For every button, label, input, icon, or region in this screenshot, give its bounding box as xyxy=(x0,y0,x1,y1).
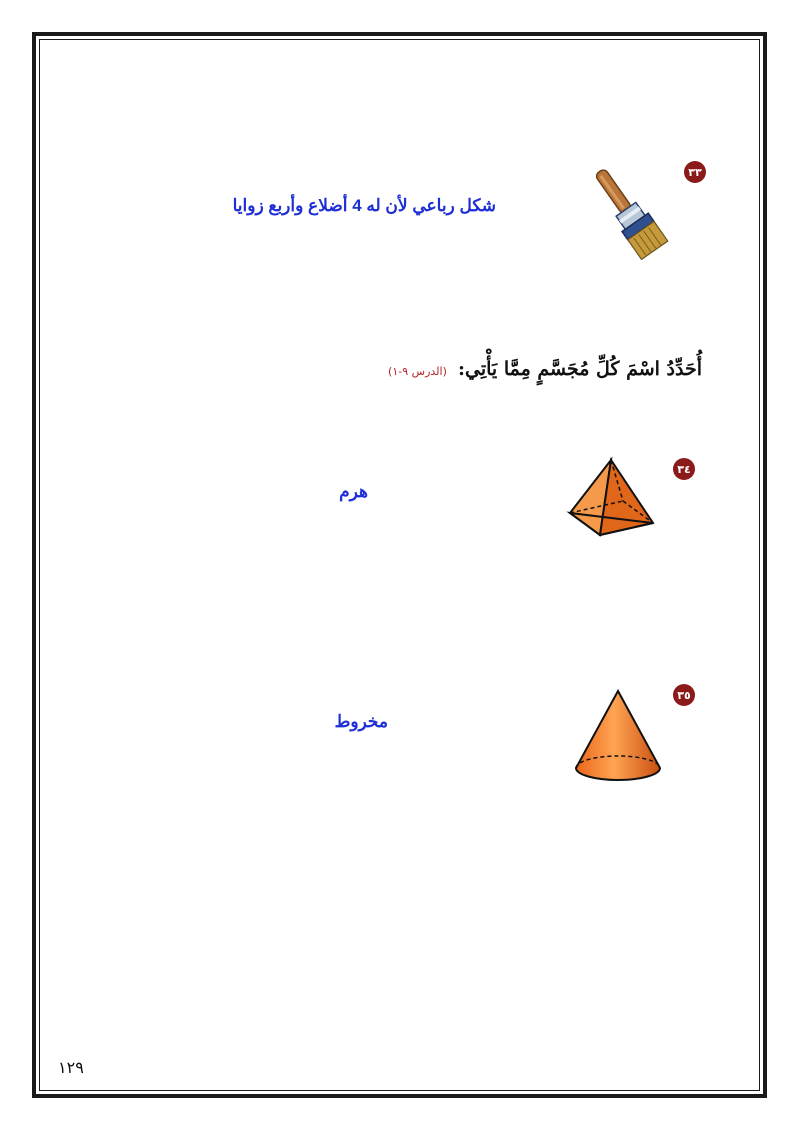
answer-34: هرم xyxy=(339,482,368,501)
page-number: ١٢٩ xyxy=(58,1058,84,1077)
exercise-instruction xyxy=(388,358,702,380)
question-number-33: ٣٣ xyxy=(684,161,706,183)
instruction-text: أُحَدِّدُ اسْمَ كُلِّ مُجَسَّمٍ مِمَّا يَأْتِي: xyxy=(457,358,702,380)
paintbrush-icon xyxy=(580,160,680,270)
question-number-35: ٣٥ xyxy=(673,684,695,706)
question-number-34: ٣٤ xyxy=(673,458,695,480)
lesson-reference: (الدرس ٩-١) xyxy=(388,365,447,378)
pyramid-icon xyxy=(565,455,660,545)
answer-35: مخروط xyxy=(334,712,388,731)
answer-33: شكل رباعي لأن له 4 أضلاع وأربع زوايا xyxy=(232,196,496,215)
cone-icon xyxy=(572,688,664,783)
